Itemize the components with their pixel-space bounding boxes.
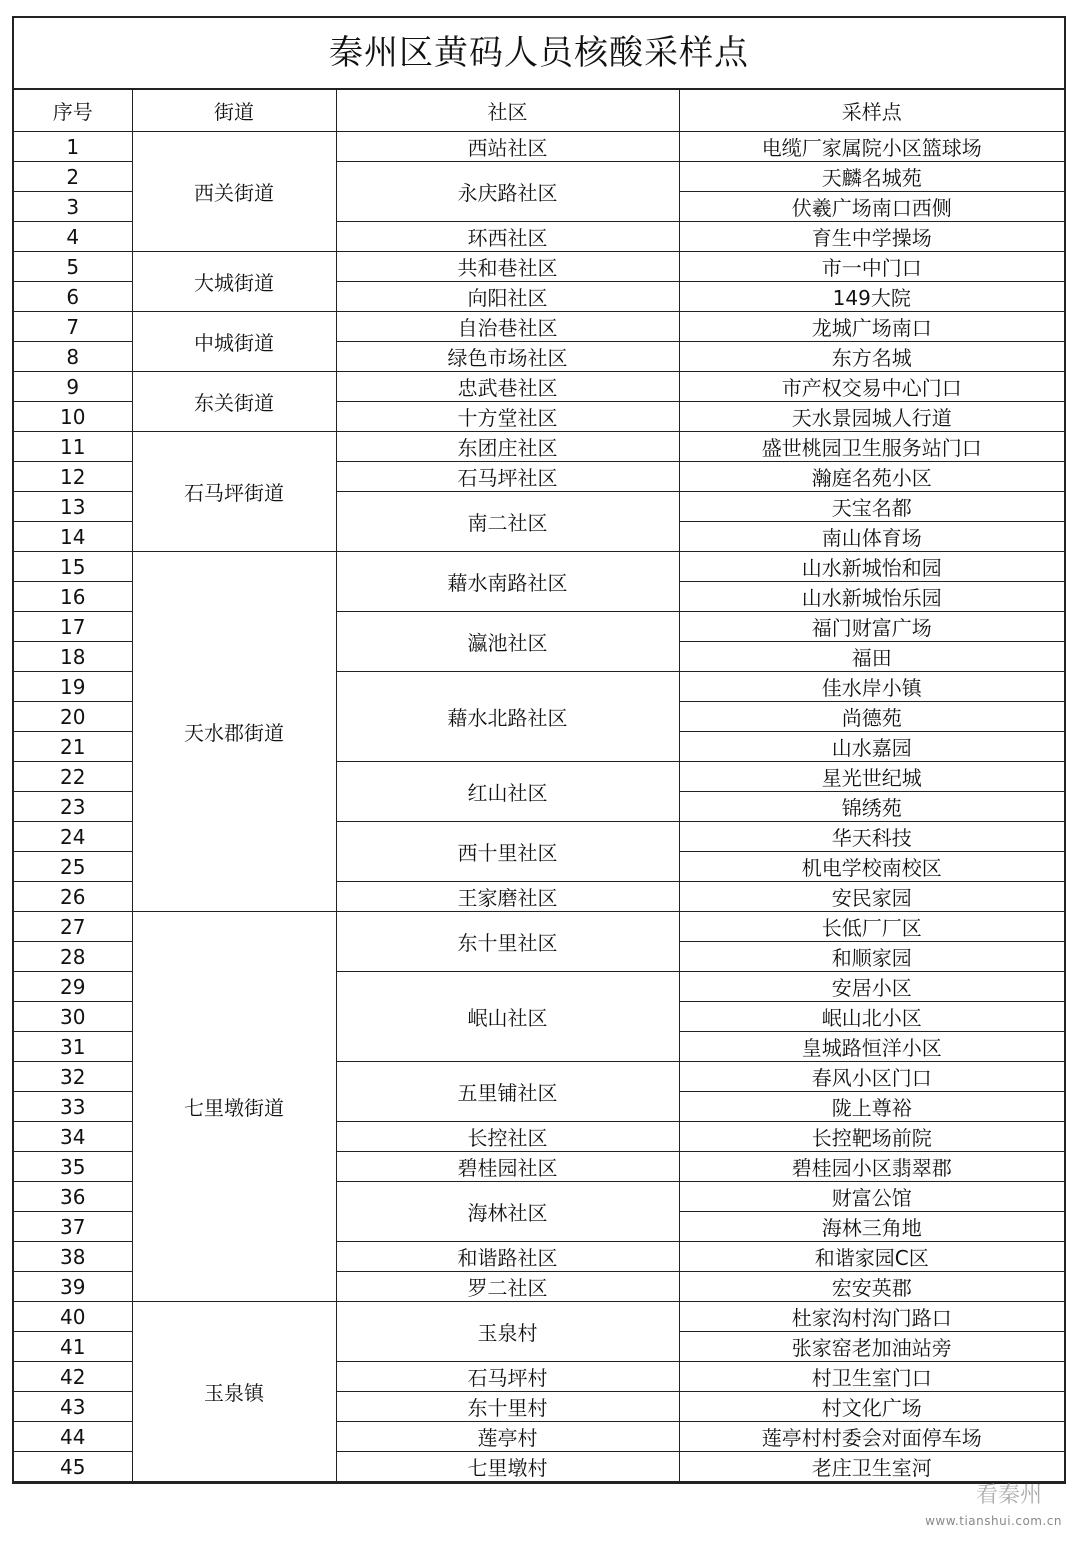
community-cell: 五里铺社区 xyxy=(336,1062,679,1122)
sampling-point-cell: 岷山北小区 xyxy=(679,1002,1064,1032)
row-number: 40 xyxy=(14,1302,132,1332)
row-number: 26 xyxy=(14,882,132,912)
community-cell: 石马坪社区 xyxy=(336,462,679,492)
sampling-point-cell: 宏安英郡 xyxy=(679,1272,1064,1302)
sampling-point-cell: 安民家园 xyxy=(679,882,1064,912)
row-number: 45 xyxy=(14,1452,132,1482)
sampling-point-cell: 陇上尊裕 xyxy=(679,1092,1064,1122)
table-row xyxy=(14,312,1064,342)
header-community: 社区 xyxy=(336,90,679,132)
row-number: 16 xyxy=(14,582,132,612)
community-cell: 向阳社区 xyxy=(336,282,679,312)
header-row xyxy=(14,90,1064,132)
row-number: 22 xyxy=(14,762,132,792)
street-cell: 玉泉镇 xyxy=(132,1302,336,1482)
header-street: 街道 xyxy=(132,90,336,132)
row-number: 7 xyxy=(14,312,132,342)
sampling-point-cell: 电缆厂家属院小区篮球场 xyxy=(679,132,1064,162)
community-cell: 东十里村 xyxy=(336,1392,679,1422)
table-body xyxy=(14,132,1064,1482)
community-cell: 西站社区 xyxy=(336,132,679,162)
row-number: 10 xyxy=(14,402,132,432)
sampling-point-cell: 东方名城 xyxy=(679,342,1064,372)
sampling-point-cell: 村卫生室门口 xyxy=(679,1362,1064,1392)
sampling-point-cell: 和谐家园C区 xyxy=(679,1242,1064,1272)
sampling-point-cell: 安居小区 xyxy=(679,972,1064,1002)
header-no: 序号 xyxy=(14,90,132,132)
community-cell: 瀛池社区 xyxy=(336,612,679,672)
sampling-point-cell: 张家窑老加油站旁 xyxy=(679,1332,1064,1362)
sampling-point-cell: 长控靶场前院 xyxy=(679,1122,1064,1152)
row-number: 8 xyxy=(14,342,132,372)
watermark xyxy=(822,1476,1072,1540)
community-cell: 海林社区 xyxy=(336,1182,679,1242)
community-cell: 岷山社区 xyxy=(336,972,679,1062)
row-number: 20 xyxy=(14,702,132,732)
row-number: 29 xyxy=(14,972,132,1002)
row-number: 6 xyxy=(14,282,132,312)
sampling-point-cell: 和顺家园 xyxy=(679,942,1064,972)
street-cell: 大城街道 xyxy=(132,252,336,312)
street-cell: 东关街道 xyxy=(132,372,336,432)
table-row xyxy=(14,132,1064,162)
community-cell: 七里墩村 xyxy=(336,1452,679,1482)
row-number: 12 xyxy=(14,462,132,492)
table-row xyxy=(14,372,1064,402)
sampling-point-cell: 天水景园城人行道 xyxy=(679,402,1064,432)
row-number: 19 xyxy=(14,672,132,702)
street-cell: 石马坪街道 xyxy=(132,432,336,552)
row-number: 43 xyxy=(14,1392,132,1422)
sampling-point-cell: 天麟名城苑 xyxy=(679,162,1064,192)
sampling-sheet xyxy=(12,16,1066,1484)
community-cell: 王家磨社区 xyxy=(336,882,679,912)
community-cell: 十方堂社区 xyxy=(336,402,679,432)
sampling-point-cell: 龙城广场南口 xyxy=(679,312,1064,342)
row-number: 21 xyxy=(14,732,132,762)
watermark-name: 看秦州 xyxy=(975,1483,1042,1508)
row-number: 5 xyxy=(14,252,132,282)
sampling-point-cell: 山水嘉园 xyxy=(679,732,1064,762)
row-number: 1 xyxy=(14,132,132,162)
table-row xyxy=(14,912,1064,942)
sampling-point-cell: 杜家沟村沟门路口 xyxy=(679,1302,1064,1332)
row-number: 41 xyxy=(14,1332,132,1362)
table-row xyxy=(14,252,1064,282)
community-cell: 西十里社区 xyxy=(336,822,679,882)
community-cell: 东团庄社区 xyxy=(336,432,679,462)
row-number: 38 xyxy=(14,1242,132,1272)
row-number: 27 xyxy=(14,912,132,942)
sampling-point-cell: 皇城路恒洋小区 xyxy=(679,1032,1064,1062)
row-number: 25 xyxy=(14,852,132,882)
row-number: 4 xyxy=(14,222,132,252)
sampling-point-cell: 149大院 xyxy=(679,282,1064,312)
community-cell: 自治巷社区 xyxy=(336,312,679,342)
sampling-point-cell: 育生中学操场 xyxy=(679,222,1064,252)
row-number: 28 xyxy=(14,942,132,972)
row-number: 35 xyxy=(14,1152,132,1182)
sampling-point-cell: 市产权交易中心门口 xyxy=(679,372,1064,402)
community-cell: 绿色市场社区 xyxy=(336,342,679,372)
community-cell: 莲亭村 xyxy=(336,1422,679,1452)
row-number: 13 xyxy=(14,492,132,522)
watermark-url: www.tianshui.com.cn xyxy=(925,1514,1062,1528)
community-cell: 藉水北路社区 xyxy=(336,672,679,762)
sampling-point-cell: 瀚庭名苑小区 xyxy=(679,462,1064,492)
sampling-point-cell: 村文化广场 xyxy=(679,1392,1064,1422)
row-number: 32 xyxy=(14,1062,132,1092)
community-cell: 碧桂园社区 xyxy=(336,1152,679,1182)
sampling-point-cell: 山水新城怡乐园 xyxy=(679,582,1064,612)
community-cell: 玉泉村 xyxy=(336,1302,679,1362)
row-number: 31 xyxy=(14,1032,132,1062)
sampling-point-cell: 华天科技 xyxy=(679,822,1064,852)
row-number: 9 xyxy=(14,372,132,402)
row-number: 14 xyxy=(14,522,132,552)
row-number: 30 xyxy=(14,1002,132,1032)
row-number: 23 xyxy=(14,792,132,822)
community-cell: 石马坪村 xyxy=(336,1362,679,1392)
street-cell: 中城街道 xyxy=(132,312,336,372)
community-cell: 永庆路社区 xyxy=(336,162,679,222)
sampling-point-cell: 盛世桃园卫生服务站门口 xyxy=(679,432,1064,462)
street-cell: 西关街道 xyxy=(132,132,336,252)
community-cell: 藉水南路社区 xyxy=(336,552,679,612)
row-number: 37 xyxy=(14,1212,132,1242)
sampling-point-cell: 海林三角地 xyxy=(679,1212,1064,1242)
sampling-point-cell: 碧桂园小区翡翠郡 xyxy=(679,1152,1064,1182)
sampling-point-cell: 市一中门口 xyxy=(679,252,1064,282)
community-cell: 南二社区 xyxy=(336,492,679,552)
row-number: 24 xyxy=(14,822,132,852)
sampling-point-cell: 福门财富广场 xyxy=(679,612,1064,642)
row-number: 3 xyxy=(14,192,132,222)
sampling-point-cell: 佳水岸小镇 xyxy=(679,672,1064,702)
sampling-point-cell: 长低厂厂区 xyxy=(679,912,1064,942)
row-number: 34 xyxy=(14,1122,132,1152)
table-row xyxy=(14,432,1064,462)
community-cell: 东十里社区 xyxy=(336,912,679,972)
sampling-table xyxy=(14,90,1064,1482)
street-cell: 天水郡街道 xyxy=(132,552,336,912)
sampling-point-cell: 南山体育场 xyxy=(679,522,1064,552)
page-title: 秦州区黄码人员核酸采样点 xyxy=(14,18,1064,90)
sampling-point-cell: 山水新城怡和园 xyxy=(679,552,1064,582)
row-number: 11 xyxy=(14,432,132,462)
street-cell: 七里墩街道 xyxy=(132,912,336,1302)
row-number: 15 xyxy=(14,552,132,582)
community-cell: 共和巷社区 xyxy=(336,252,679,282)
community-cell: 忠武巷社区 xyxy=(336,372,679,402)
community-cell: 环西社区 xyxy=(336,222,679,252)
row-number: 17 xyxy=(14,612,132,642)
table-row xyxy=(14,552,1064,582)
table-row xyxy=(14,1302,1064,1332)
sampling-point-cell: 锦绣苑 xyxy=(679,792,1064,822)
row-number: 33 xyxy=(14,1092,132,1122)
community-cell: 和谐路社区 xyxy=(336,1242,679,1272)
row-number: 42 xyxy=(14,1362,132,1392)
row-number: 2 xyxy=(14,162,132,192)
sampling-point-cell: 天宝名都 xyxy=(679,492,1064,522)
sampling-point-cell: 春风小区门口 xyxy=(679,1062,1064,1092)
community-cell: 红山社区 xyxy=(336,762,679,822)
row-number: 44 xyxy=(14,1422,132,1452)
sampling-point-cell: 伏羲广场南口西侧 xyxy=(679,192,1064,222)
sampling-point-cell: 老庄卫生室河 xyxy=(679,1452,1064,1482)
row-number: 18 xyxy=(14,642,132,672)
header-point: 采样点 xyxy=(679,90,1064,132)
sampling-point-cell: 尚德苑 xyxy=(679,702,1064,732)
community-cell: 罗二社区 xyxy=(336,1272,679,1302)
sampling-point-cell: 莲亭村村委会对面停车场 xyxy=(679,1422,1064,1452)
sampling-point-cell: 机电学校南校区 xyxy=(679,852,1064,882)
sampling-point-cell: 福田 xyxy=(679,642,1064,672)
row-number: 39 xyxy=(14,1272,132,1302)
community-cell: 长控社区 xyxy=(336,1122,679,1152)
sampling-point-cell: 财富公馆 xyxy=(679,1182,1064,1212)
sampling-point-cell: 星光世纪城 xyxy=(679,762,1064,792)
row-number: 36 xyxy=(14,1182,132,1212)
